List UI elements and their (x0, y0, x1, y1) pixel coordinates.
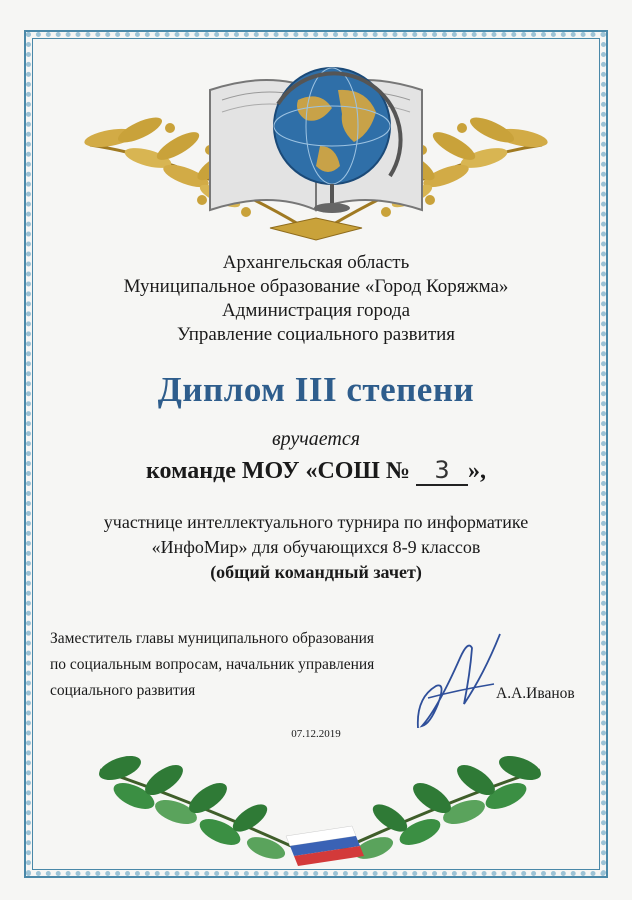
description-line-2: «ИнфоМир» для обучающихся 8-9 классов (151, 537, 481, 557)
team-line (0, 456, 632, 486)
laurel-branches-flag-ribbon (90, 740, 550, 870)
signatory-title-line-2: по социальным вопросам, начальник управления (50, 656, 375, 673)
branch-right (340, 751, 544, 863)
team-prefix: команде МОУ «СОШ № (146, 458, 410, 484)
branch-left (96, 751, 300, 863)
signatory-title-line-1: Заместитель главы муниципального образования (50, 630, 375, 647)
signatory-title-line-3: социального развития (50, 682, 196, 699)
region-label: Архангельская область (222, 252, 410, 273)
globe-book-laurel-emblem (70, 50, 562, 250)
department-label: Управление социального развития (176, 324, 456, 345)
awarded-label: вручается (271, 428, 361, 450)
team-suffix: », (467, 458, 486, 484)
ribbon (270, 218, 362, 240)
municipality-label: Муниципальное образование «Город Коряжма» (123, 276, 509, 297)
diploma-title: Диплом III степени (157, 370, 475, 409)
description-line-1: участнице интеллектуального турнира по информатике (103, 512, 529, 532)
signatory-name: А.А.Иванов (496, 685, 575, 702)
school-number: 3 (416, 456, 468, 486)
handwritten-signature (398, 628, 508, 738)
tricolor-ribbon (286, 826, 364, 866)
description-line-3: (общий командный зачет) (210, 562, 422, 582)
administration-label: Администрация города (221, 300, 410, 321)
issue-date: 07.12.2019 (291, 728, 341, 740)
